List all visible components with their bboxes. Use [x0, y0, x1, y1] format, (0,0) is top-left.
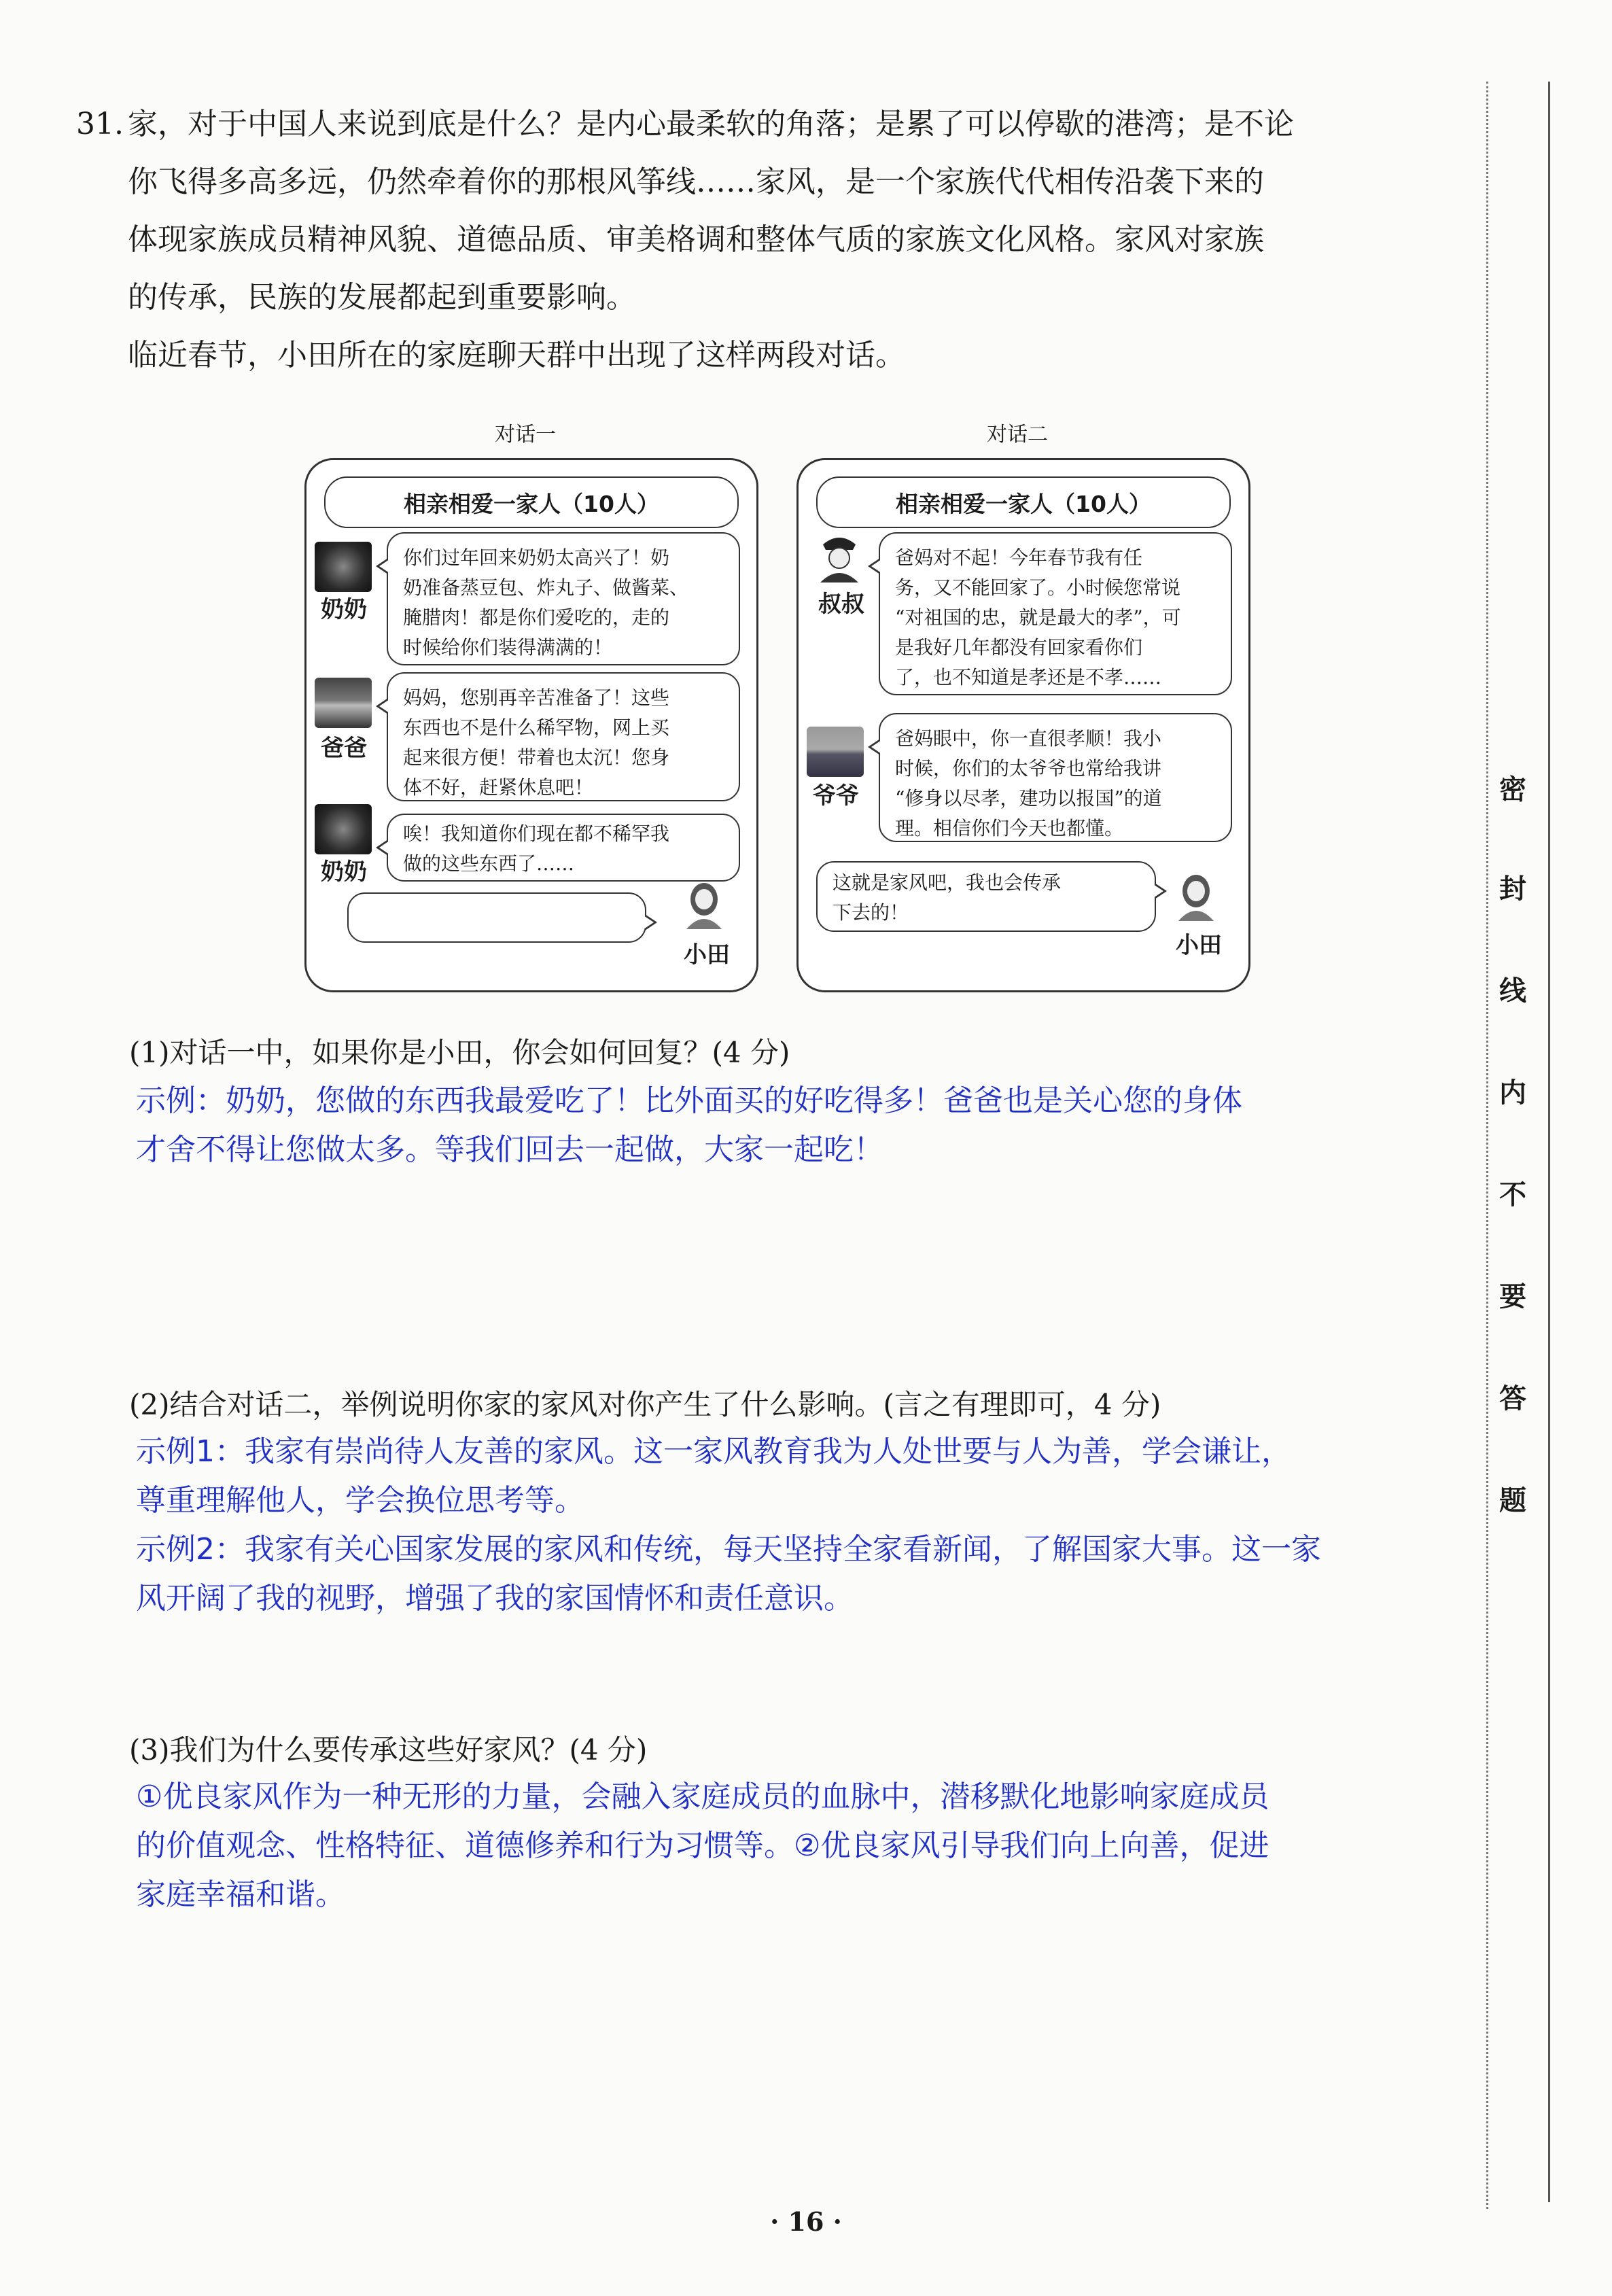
- seal-char: 线: [1499, 975, 1526, 1007]
- dialogue2-title: 对话二: [987, 423, 1048, 447]
- intro-line: 体现家族成员精神风貌、道德品质、审美格调和整体气质的家族文化风格。家风对家族: [128, 222, 1264, 257]
- dialogue1-title: 对话一: [495, 423, 556, 447]
- chat-bubble: 妈妈，您别再辛苦准备了！这些 东西也不是什么稀罕物，网上买 起来很方便！带着也太沉！您身 体不好，赶紧休息吧！: [387, 672, 740, 801]
- police-avatar-icon: [812, 528, 866, 582]
- intro-line: 临近春节，小田所在的家庭聊天群中出现了这样两段对话。: [128, 338, 905, 372]
- dialogue2-group-name: 相亲相爱一家人（10人）: [816, 476, 1231, 528]
- chat-bubble: 你们过年回来奶奶太高兴了！奶 奶准备蒸豆包、炸丸子、做酱菜、 腌腊肉！都是你们爱吃的，走的 时候给你们装得满满的！: [387, 532, 740, 665]
- sender-name: 奶奶: [321, 596, 367, 623]
- reply-input-bubble[interactable]: [347, 892, 646, 943]
- sender-name: 爸爸: [321, 735, 367, 762]
- chat-bubble: 爸妈眼中，你一直很孝顺！我小 时候，你们的太爷爷也常给我讲 “修身以尽孝，建功以报国”的道 理。相信你们今天也都懂。: [879, 713, 1232, 842]
- question-intro: [76, 95, 1429, 384]
- seal-char: 题: [1499, 1485, 1526, 1516]
- dialogue1-group-name: 相亲相爱一家人（10人）: [324, 476, 739, 528]
- chat-bubble: 爸妈对不起！今年春节我有任 务，又不能回家了。小时候您常说 “对祖国的忠，就是最大的孝”，可 是我好几年都没有回家看你们 了，也不知道是孝还是不孝……: [879, 532, 1232, 695]
- girl-avatar-icon: [677, 876, 731, 930]
- sub-question-3: (3)我们为什么要传承这些好家风？(4 分): [129, 1733, 648, 1767]
- seal-dotted-line: [1486, 82, 1488, 2209]
- dialogue1-phone: [304, 458, 758, 992]
- intro-line: 你飞得多高多远，仍然牵着你的那根风筝线……家风，是一个家族代代相传沿袭下来的: [128, 164, 1264, 199]
- sender-name: 爷爷: [813, 782, 859, 810]
- seal-char: 要: [1499, 1281, 1526, 1312]
- dialogue2-phone: [796, 458, 1250, 992]
- grandma-avatar: [315, 804, 372, 854]
- chat-bubble: 这就是家风吧，我也会传承 下去的！: [816, 861, 1156, 932]
- seal-char: 不: [1499, 1179, 1526, 1211]
- answer-2: 示例1：我家有崇尚待人友善的家风。这一家风教育我为人处世要与人为善，学会谦让， 尊重理解他人，学会换位思考等。 示例2：我家有关心国家发展的家风和传统，每天坚持全家看新闻，了解国家大事。这一家 风开阔了我的视野，增强了我的家国情怀和责任意识。: [136, 1434, 1321, 1616]
- sender-name: 叔叔: [818, 591, 864, 618]
- seal-char: 内: [1499, 1077, 1526, 1109]
- intro-line: 31. 家，对于中国人来说到底是什么？是内心最柔软的角落；是累了可以停歇的港湾；是不论: [76, 95, 1429, 153]
- intro-line: 的传承，民族的发展都起到重要影响。: [128, 280, 636, 315]
- chat-bubble: 唉！我知道你们现在都不稀罕我 做的这些东西了……: [387, 814, 740, 882]
- sender-name: 奶奶: [321, 858, 367, 886]
- answer-3: ①优良家风作为一种无形的力量，会融入家庭成员的血脉中，潜移默化地影响家庭成员 的价值观念、性格特征、道德修养和行为习惯等。②优良家风引导我们向上向善，促进 家庭幸福和谐。: [136, 1779, 1269, 1912]
- sub-question-2: (2)结合对话二，举例说明你家的家风对你产生了什么影响。(言之有理即可，4 分): [129, 1388, 1161, 1421]
- dad-avatar: [315, 678, 372, 728]
- grandpa-avatar: [807, 727, 864, 777]
- grandma-avatar: [315, 542, 372, 592]
- seal-char: 答: [1499, 1383, 1526, 1414]
- girl-avatar-icon: [1169, 868, 1223, 922]
- sender-name: 小田: [684, 941, 730, 969]
- seal-char: 封: [1499, 873, 1526, 905]
- answer-1: 示例：奶奶，您做的东西我最爱吃了！比外面买的好吃得多！爸爸也是关心您的身体 才舍不得让您做太多。等我们回去一起做，大家一起吃！: [136, 1083, 1242, 1167]
- seal-char: 密: [1499, 774, 1526, 805]
- page-number: · 16 ·: [770, 2206, 842, 2237]
- sub-question-1: (1)对话一中，如果你是小田，你会如何回复？(4 分): [129, 1036, 790, 1069]
- margin-rule: [1548, 82, 1550, 2202]
- sender-name: 小田: [1176, 932, 1222, 959]
- question-number: 31.: [76, 107, 124, 141]
